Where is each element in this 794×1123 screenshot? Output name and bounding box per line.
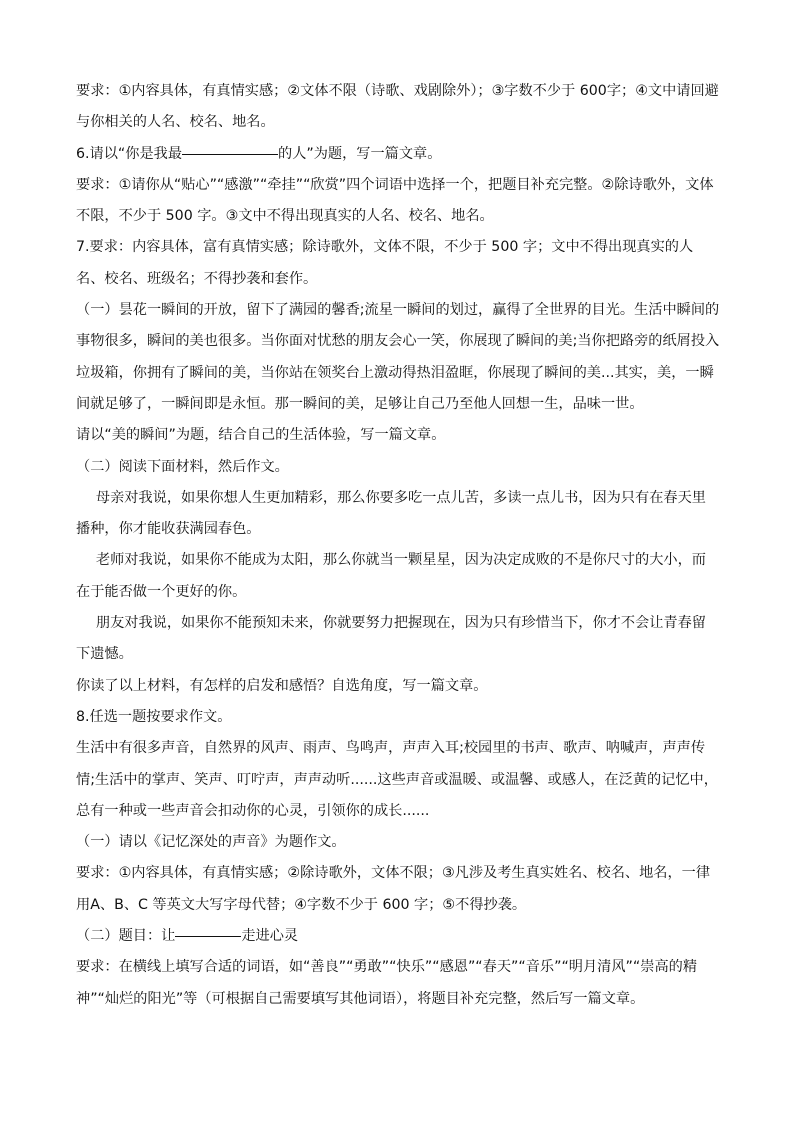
fill-blank-line <box>175 935 241 937</box>
material-paragraph-2: 老师对我说，如果你不能成为太阳，那么你就当一颗星星，因为决定成败的不是你尺寸的大小，而在于能否做一个更好的你。 <box>76 552 706 600</box>
question-8-part-2-prefix: （二）题目：让 <box>76 928 176 945</box>
document-page <box>76 76 720 1015</box>
question-6-prefix: 6.请以“你是我最 <box>76 145 183 162</box>
question-8-part-1-requirements: 要求：①内容具体，有真情实感；②除诗歌外，文体不限；③凡涉及考生真实姓名、校名、地名，一律用A、B、C 等英文大写字母代替；④字数不少于 600 字；⑤不得抄袭。 <box>76 865 711 913</box>
requirement-line: 要求：①内容具体，有真情实感；②文体不限（诗歌、戏剧除外）；③字数不少于 600字；④文中请回避与你相关的人名、校名、地名。 <box>76 83 719 131</box>
question-7-part-1-task: 请以“美的瞬间”为题，结合自己的生活体验，写一篇文章。 <box>76 427 446 444</box>
question-6-title <box>76 139 720 170</box>
material-paragraph-3: 朋友对我说，如果你不能预知未来，你就要努力把握现在，因为只有珍惜当下，你才不会让青春留下遗憾。 <box>76 615 706 663</box>
question-8-intro: 生活中有很多声音，自然界的风声、雨声、鸟鸣声，声声入耳;校园里的书声、歌声、呐喊声，声声传情;生活中的掌声、笑声、叮咛声，声声动听......这些声音或温暖、或温馨、或感人，在泛黄的记忆中，总有一种或一些声音会扣动你的心灵，引领你的成长...... <box>76 740 718 819</box>
question-6-requirements: 要求：①请你从“贴心”“感激”“牵挂”“欣赏”四个词语中选择一个，把题目补充完整。②除诗歌外，文体不限，不少于 500 字。③文中不得出现真实的人名、校名、地名。 <box>76 176 714 225</box>
question-8-title: 8.任选一题按要求作文。 <box>76 708 232 725</box>
material-paragraph-1: 母亲对我说，如果你想人生更加精彩，那么你要多吃一点儿苦，多读一点儿书，因为只有在春天里播种，你才能收获满园春色。 <box>76 489 706 538</box>
question-8-part-1: （一）请以《记忆深处的声音》为题作文。 <box>76 834 346 851</box>
question-7-part-2-task: 你读了以上材料，有怎样的启发和感悟？自选角度，写一篇文章。 <box>76 677 488 694</box>
question-8-part-2-requirements: 要求：在横线上填写合适的词语，如“善良”“勇敢”“快乐”“感恩”“春天”“音乐”“明月清风”“崇高的精神”“灿烂的阳光”等（可根据自己需要填写其他词语），将题目补充完整，然后写一篇文章。 <box>76 959 698 1007</box>
question-6-suffix: 的人”为题，写一篇文章。 <box>278 145 442 162</box>
question-7-requirements: 7.要求：内容具体，富有真情实感；除诗歌外，文体不限，不少于 500 字；文中不得出现真实的人名、校名、班级名；不得抄袭和套作。 <box>76 239 694 287</box>
question-7-part-2-title: （二）阅读下面材料，然后作文。 <box>76 458 289 475</box>
fill-blank-line <box>182 153 278 155</box>
question-8-part-2-suffix: 走进心灵 <box>241 928 299 945</box>
question-8-part-2 <box>76 921 720 952</box>
question-7-part-1: （一）昙花一瞬间的开放，留下了满园的馨香;流星一瞬间的划过，赢得了全世界的目光。生活中瞬间的事物很多，瞬间的美也很多。当你面对忧愁的朋友会心一笑，你展现了瞬间的美;当你把路旁的纸屑投入垃圾箱，你拥有了瞬间的美，当你站在领奖台上激动得热泪盈眶，你展现了瞬间的美...其实，美，一瞬间就足够了，一瞬间即是永恒。那一瞬间的美，足够让自己乃至他人回想一生，品味一世。 <box>76 302 720 412</box>
